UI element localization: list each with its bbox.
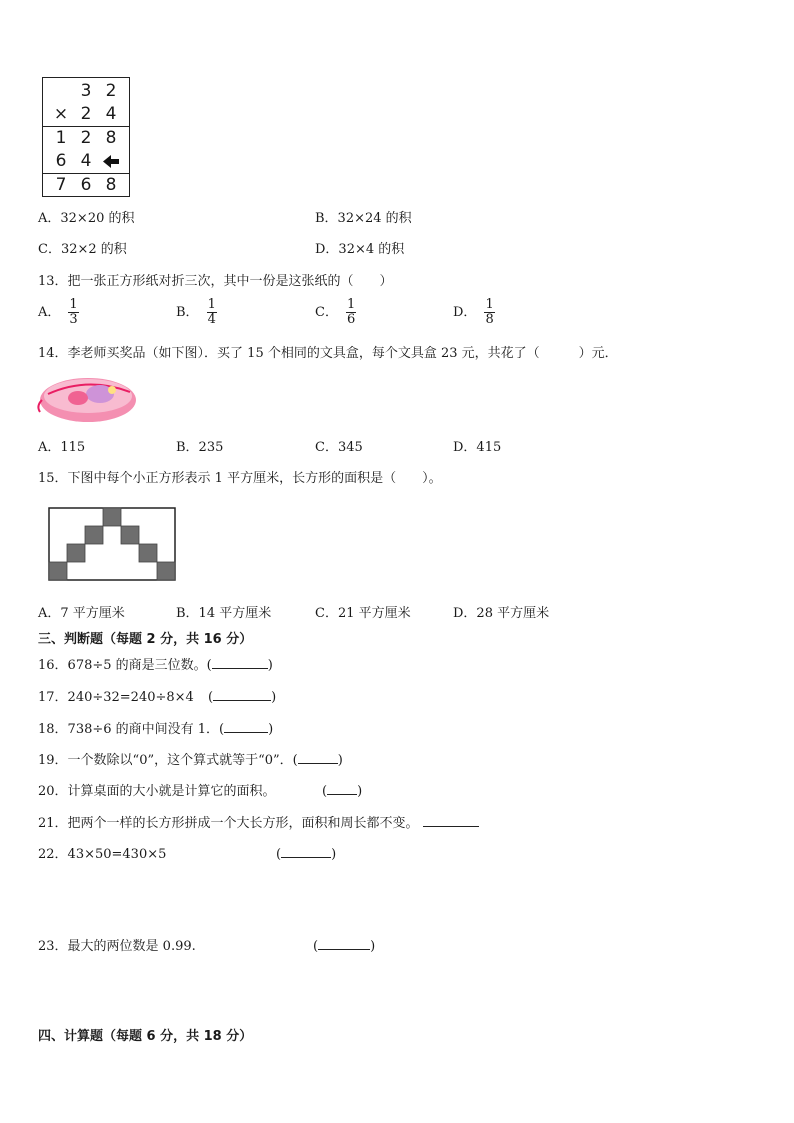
mult-row-5 [43, 174, 129, 197]
q19-close-paren: ) [337, 753, 343, 768]
q20-text: 20．计算桌面的大小就是计算它的面积。 [38, 784, 276, 799]
q15-option-c[interactable]: C．21 平方厘米 [315, 606, 411, 621]
q15-option-a[interactable]: A．7 平方厘米 [38, 606, 125, 621]
q21-answer-blank[interactable] [423, 812, 479, 827]
q16-statement [38, 654, 273, 673]
fraction [68, 298, 78, 327]
fraction [346, 298, 356, 327]
q17-close-paren: ) [271, 690, 277, 705]
q20-answer [322, 780, 362, 799]
pencil-case-image [34, 370, 138, 428]
mult-cell: 6 [80, 175, 92, 195]
fraction-numerator: 1 [346, 297, 356, 312]
q17-text: 17．240÷32=240÷8×4 [38, 690, 194, 705]
mult-cell: 6 [55, 151, 67, 171]
option-letter: A． [38, 305, 61, 320]
q18-text: 18．738÷6 的商中间没有 1．( [38, 722, 225, 737]
fraction [207, 298, 217, 327]
fraction-denominator: 6 [346, 312, 356, 327]
q18-close-paren: ) [268, 722, 274, 737]
q13-question: 13．把一张正方形纸对折三次，其中一份是这张纸的（ ） [38, 274, 393, 289]
q19-statement [38, 749, 343, 768]
q18-statement [38, 718, 273, 737]
q22-open-paren: ( [276, 847, 282, 862]
fraction-denominator: 3 [69, 312, 78, 327]
q23-open-paren: ( [313, 939, 319, 954]
q19-text: 19．一个数除以“0”，这个算式就等于“0”．( [38, 753, 298, 768]
q17-answer-blank[interactable] [213, 686, 271, 701]
option-letter: D． [453, 305, 477, 320]
mult-cell: 2 [80, 128, 92, 148]
q14-option-d[interactable]: D．415 [453, 440, 502, 455]
q13-option-d[interactable] [453, 298, 495, 327]
q12-option-d[interactable]: D．32×4 的积 [315, 242, 405, 257]
mult-cell: 2 [105, 81, 117, 101]
mult-cell: × [53, 104, 69, 124]
q20-answer-blank[interactable] [327, 780, 357, 795]
option-letter: C． [315, 305, 338, 320]
q16-answer-blank[interactable] [212, 654, 268, 669]
fraction-numerator: 1 [69, 297, 78, 312]
q18-answer-blank[interactable] [224, 718, 268, 733]
q15-question: 15．下图中每个小正方形表示 1 平方厘米，长方形的面积是（ ）。 [38, 471, 442, 486]
mult-cell: 3 [80, 81, 92, 101]
q17-answer [208, 686, 276, 705]
q12-option-c[interactable]: C．32×2 的积 [38, 242, 127, 257]
mult-cell: 7 [55, 175, 67, 195]
q12-option-b[interactable]: B．32×24 的积 [315, 211, 412, 226]
q22-statement [38, 843, 166, 862]
q13-option-c[interactable] [315, 298, 356, 327]
q22-answer-blank[interactable] [281, 843, 331, 858]
section-4-title: 四、计算题（每题 6 分，共 18 分） [38, 1029, 253, 1044]
q15-option-b[interactable]: B．14 平方厘米 [176, 606, 272, 621]
q13-option-a[interactable] [38, 298, 79, 327]
q21-statement [38, 812, 479, 831]
q16-close-paren: ) [267, 658, 273, 673]
mult-row-3 [43, 127, 129, 150]
q23-statement [38, 935, 196, 954]
mult-cell: 8 [105, 128, 117, 148]
q16-text: 16．678÷5 的商是三位数。( [38, 658, 212, 673]
mult-row-1 [43, 80, 129, 103]
mult-cell: 2 [80, 104, 92, 124]
q20-statement [38, 780, 276, 799]
q19-answer-blank[interactable] [298, 749, 338, 764]
section-3-title: 三、判断题（每题 2 分，共 16 分） [38, 632, 253, 647]
q17-open-paren: ( [208, 690, 214, 705]
q12-option-a[interactable]: A．32×20 的积 [38, 211, 135, 226]
q23-answer [313, 935, 375, 954]
q22-answer [276, 843, 336, 862]
q15-option-d[interactable]: D．28 平方厘米 [453, 606, 550, 621]
q23-text: 23．最大的两位数是 0.99. [38, 939, 196, 954]
q22-text: 22．43×50=430×5 [38, 847, 167, 862]
option-letter: B． [176, 305, 199, 320]
q23-close-paren: ) [370, 939, 376, 954]
mult-cell: 1 [55, 128, 67, 148]
q20-close-paren: ) [357, 784, 363, 799]
fraction [484, 298, 494, 327]
fraction-numerator: 1 [207, 297, 216, 312]
q22-close-paren: ) [331, 847, 337, 862]
q20-open-paren: ( [322, 784, 328, 799]
mult-row-2 [43, 103, 129, 126]
fraction-denominator: 4 [207, 312, 216, 327]
mult-cell: 8 [105, 175, 117, 195]
q14-option-b[interactable]: B．235 [176, 440, 224, 455]
multiplication-figure [42, 77, 130, 197]
q21-text: 21．把两个一样的长方形拼成一个大长方形，面积和周长都不变。 [38, 816, 419, 831]
mult-cell: 4 [105, 104, 117, 124]
q14-option-a[interactable]: A．115 [38, 440, 86, 455]
q13-option-b[interactable] [176, 298, 217, 327]
mult-cell: 4 [80, 151, 92, 171]
q23-answer-blank[interactable] [318, 935, 370, 950]
fraction-denominator: 8 [485, 312, 494, 327]
fraction-numerator: 1 [485, 297, 494, 312]
mult-row-4 [43, 150, 129, 173]
staircase-grid-figure [48, 507, 176, 581]
q17-statement [38, 686, 194, 705]
q14-option-c[interactable]: C．345 [315, 440, 363, 455]
q14-question: 14．李老师买奖品（如下图）．买了 15 个相同的文具盒，每个文具盒 23 元，共花了（ ）元． [38, 346, 618, 361]
